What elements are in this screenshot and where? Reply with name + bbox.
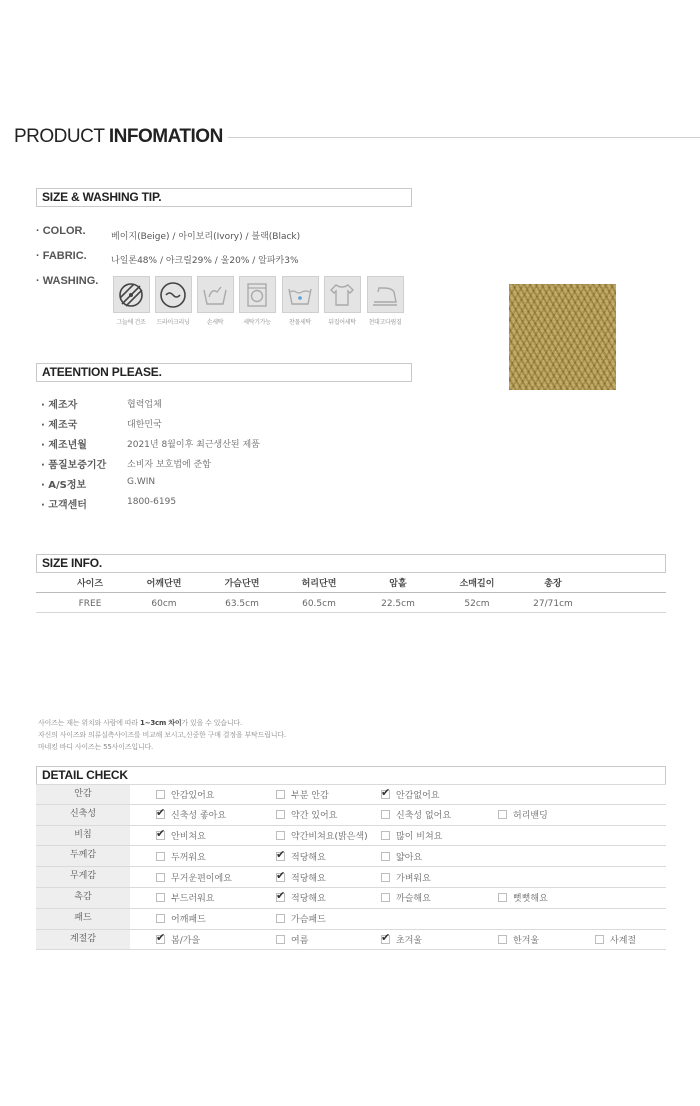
detail-option-label: 여름 (291, 935, 309, 946)
detail-option[interactable] (381, 805, 451, 825)
checked-checkbox[interactable] (381, 790, 390, 799)
wash-label: 찬물세탁 (289, 319, 311, 326)
checkbox[interactable] (595, 935, 604, 944)
as-label: · A/S정보 (41, 480, 87, 491)
warm-wash-icon (282, 276, 319, 313)
detail-option-label: 적당해요 (291, 852, 326, 863)
detail-option-label: 안감없어요 (396, 790, 440, 801)
shade-dry-icon (113, 276, 150, 313)
cloth-iron-icon (367, 276, 404, 313)
detail-option[interactable] (156, 930, 200, 950)
detail-row-label: 무게감 (36, 867, 130, 887)
wash-label: 세탁기가능 (243, 319, 271, 326)
detail-row-label: 두께감 (36, 846, 130, 866)
wash-label: 뒤집어세탁 (328, 319, 356, 326)
color-value: 베이지(Beige) / 아이보리(Ivory) / 블랙(Black) (111, 232, 301, 242)
checked-checkbox[interactable] (156, 810, 165, 819)
checked-checkbox[interactable] (381, 935, 390, 944)
checkbox[interactable] (156, 873, 165, 882)
detail-option[interactable] (276, 785, 329, 804)
detail-option[interactable] (498, 805, 548, 825)
detail-row (36, 867, 666, 888)
color-label: · COLOR. (36, 225, 86, 237)
detail-row (36, 909, 666, 930)
checkbox[interactable] (156, 914, 165, 923)
wash-label: 드라이크리닝 (156, 319, 190, 326)
detail-option-label: 많이 비쳐요 (396, 831, 443, 842)
detail-option-label: 부분 안감 (291, 790, 329, 801)
detail-option-label: 신축성 좋아요 (171, 811, 227, 822)
wash-item-hand-wash (194, 276, 236, 326)
page-title-light: PRODUCT (14, 126, 105, 147)
detail-option-label: 뻣뻣해요 (513, 894, 548, 905)
page-title (14, 126, 223, 148)
size-note-1 (38, 718, 242, 728)
date-label: · 제조년월 (41, 440, 87, 451)
wash-label: 손세탁 (206, 319, 224, 326)
checkbox[interactable] (381, 831, 390, 840)
note-text: 가 있을 수 있습니다. (181, 719, 243, 727)
detail-option[interactable] (156, 867, 232, 887)
detail-row (36, 784, 666, 805)
title-divider (228, 137, 700, 138)
size-col-header: 사이즈 (76, 579, 104, 589)
checked-checkbox[interactable] (276, 852, 285, 861)
detail-option-label: 까슬해요 (396, 894, 431, 905)
size-col-header: 가슴단면 (224, 579, 260, 589)
detail-option[interactable] (381, 826, 442, 846)
cs-value: 1800-6195 (127, 497, 177, 507)
detail-option-label: 한겨울 (513, 935, 540, 946)
detail-option-label: 신축성 없어요 (396, 811, 452, 822)
detail-option[interactable] (156, 888, 214, 908)
detail-option[interactable] (276, 867, 326, 887)
detail-option-label: 두꺼워요 (171, 852, 206, 863)
wash-label: 천대고다림질 (368, 319, 402, 326)
detail-row-label: 계절감 (36, 930, 130, 950)
detail-row-label: 신축성 (36, 805, 130, 825)
size-cell: FREE (78, 599, 102, 609)
detail-option[interactable] (498, 888, 548, 908)
detail-option[interactable] (276, 930, 308, 950)
detail-option-label: 봄/가을 (171, 935, 201, 946)
size-col-header: 암홀 (389, 579, 407, 589)
warranty-label: · 품질보증기간 (41, 460, 107, 471)
checkbox[interactable] (276, 790, 285, 799)
attention-header: ATEENTION PLEASE. (36, 363, 412, 382)
detail-option[interactable] (156, 909, 206, 929)
detail-check-table (36, 784, 666, 950)
detail-row-label: 패드 (36, 909, 130, 929)
checkbox[interactable] (381, 852, 390, 861)
wash-item-shade-dry (110, 276, 152, 326)
detail-option[interactable] (276, 888, 326, 908)
size-col-header: 어깨단면 (146, 579, 182, 589)
detail-option-label: 적당해요 (291, 873, 326, 884)
detail-option-label: 가슴패드 (291, 915, 326, 926)
as-value: G.WIN (127, 477, 156, 487)
country-value: 대한민국 (127, 420, 162, 430)
size-table (36, 575, 666, 613)
detail-option-label: 안비쳐요 (171, 831, 206, 842)
checkbox[interactable] (276, 935, 285, 944)
size-cell: 60cm (151, 599, 177, 609)
inside-out-wash-icon (324, 276, 361, 313)
detail-option-label: 약간 있어요 (291, 811, 338, 822)
checked-checkbox[interactable] (156, 935, 165, 944)
wash-item-inside-out (321, 276, 363, 326)
detail-row (36, 846, 666, 867)
detail-option[interactable] (498, 930, 539, 950)
detail-row-label: 촉감 (36, 888, 130, 908)
detail-option[interactable] (276, 909, 326, 929)
maker-value: 협력업체 (127, 400, 162, 410)
detail-option-label: 초겨울 (396, 935, 423, 946)
wash-item-dry-clean (152, 276, 194, 326)
detail-option[interactable] (381, 867, 431, 887)
wash-item-machine-wash (236, 276, 278, 326)
detail-option-label: 어깨패드 (171, 915, 206, 926)
machine-wash-icon (239, 276, 276, 313)
detail-option[interactable] (156, 785, 214, 804)
size-info-header: SIZE INFO. (36, 554, 666, 573)
checkbox[interactable] (156, 790, 165, 799)
detail-option[interactable] (381, 846, 422, 866)
cs-label: · 고객센터 (41, 500, 87, 511)
page-title-bold: INFOMATION (108, 126, 223, 147)
note-highlight: 1~3cm 차이 (140, 719, 182, 727)
size-cell: 22.5cm (381, 599, 415, 609)
size-col-header: 소매길이 (459, 579, 495, 589)
detail-option-label: 안감있어요 (171, 790, 215, 801)
detail-row (36, 888, 666, 909)
detail-option-label: 약간비쳐요(밝은색) (291, 831, 368, 842)
checkbox[interactable] (381, 893, 390, 902)
checkbox[interactable] (156, 852, 165, 861)
detail-option-label: 허리밴딩 (513, 811, 548, 822)
detail-row (36, 805, 666, 826)
checked-checkbox[interactable] (156, 831, 165, 840)
checked-checkbox[interactable] (276, 873, 285, 882)
detail-option-label: 사계절 (610, 935, 637, 946)
size-table-header-row (36, 575, 666, 593)
size-cell: 52cm (464, 599, 490, 609)
checkbox[interactable] (498, 893, 507, 902)
size-washing-header: SIZE & WASHING TIP. (36, 188, 412, 207)
detail-option[interactable] (276, 846, 326, 866)
detail-option[interactable] (156, 826, 206, 846)
note-text: 사이즈는 재는 위치와 사람에 따라 (38, 719, 140, 727)
detail-option[interactable] (381, 785, 439, 804)
checkbox[interactable] (276, 831, 285, 840)
size-cell: 63.5cm (225, 599, 259, 609)
country-label: · 제조국 (41, 420, 78, 431)
fabric-swatch-image (509, 284, 616, 390)
checkbox[interactable] (381, 810, 390, 819)
detail-row-label: 비침 (36, 826, 130, 846)
checkbox[interactable] (156, 893, 165, 902)
date-value: 2021년 8월이후 최근생산된 제품 (127, 440, 260, 450)
detail-option-label: 적당해요 (291, 894, 326, 905)
size-col-header: 총장 (544, 579, 562, 589)
washing-label: · WASHING. (36, 275, 99, 287)
size-note-2: 자신의 사이즈와 의류실측사이즈를 비교해 보시고,신중한 구매 결정을 부탁드립니다. (38, 731, 286, 739)
size-cell: 27/71cm (533, 599, 573, 609)
detail-option-label: 무거운편이에요 (171, 873, 232, 884)
size-cell: 60.5cm (302, 599, 336, 609)
detail-row (36, 826, 666, 847)
detail-option[interactable] (276, 805, 337, 825)
size-col-header: 허리단면 (301, 579, 337, 589)
hand-wash-icon (197, 276, 234, 313)
detail-option[interactable] (381, 930, 422, 950)
size-note-3: 마네킹 바디 사이즈는 55사이즈입니다. (38, 743, 154, 751)
detail-option[interactable] (276, 826, 368, 846)
detail-option[interactable] (381, 888, 431, 908)
checkbox[interactable] (498, 935, 507, 944)
checkbox[interactable] (276, 914, 285, 923)
detail-option[interactable] (595, 930, 636, 950)
checked-checkbox[interactable] (276, 893, 285, 902)
fabric-label: · FABRIC. (36, 250, 87, 262)
detail-option[interactable] (156, 805, 226, 825)
detail-row (36, 930, 666, 951)
maker-label: · 제조자 (41, 400, 78, 411)
warranty-value: 소비자 보호법에 준함 (127, 460, 211, 470)
wash-label: 그늘에 건조 (116, 319, 146, 326)
checkbox[interactable] (381, 873, 390, 882)
fabric-value: 나일론48% / 아크릴29% / 울20% / 알파카3% (111, 256, 299, 266)
table-row (36, 593, 666, 613)
dry-clean-icon (155, 276, 192, 313)
checkbox[interactable] (276, 810, 285, 819)
detail-option-label: 가벼워요 (396, 873, 431, 884)
detail-check-header: DETAIL CHECK (36, 766, 666, 785)
detail-option-label: 부드러워요 (171, 894, 215, 905)
detail-option-label: 얇아요 (396, 852, 423, 863)
detail-option[interactable] (156, 846, 206, 866)
detail-row-label: 안감 (36, 785, 130, 804)
wash-item-cloth-iron (364, 276, 406, 326)
wash-item-warm-wash (279, 276, 321, 326)
checkbox[interactable] (498, 810, 507, 819)
